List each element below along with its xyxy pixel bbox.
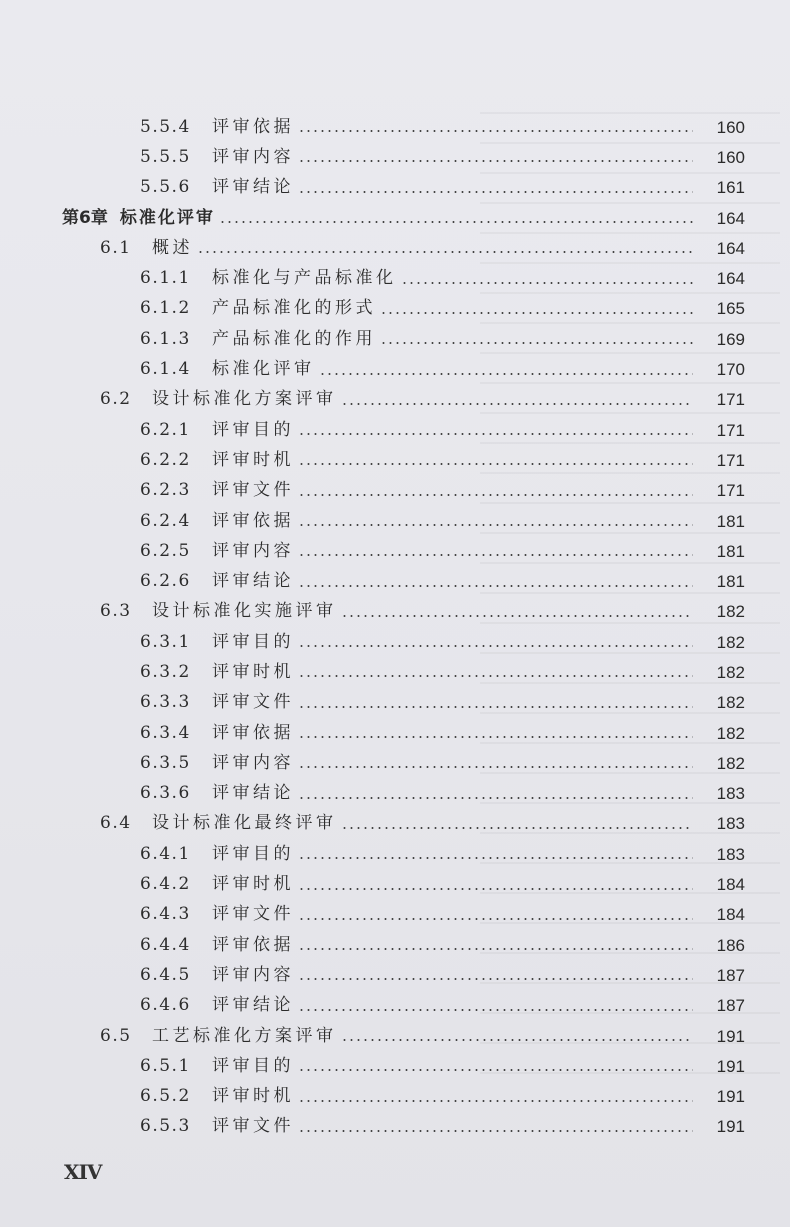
toc-subsection-row [0, 748, 790, 778]
toc-entry-number: 6.2.6 [140, 571, 191, 592]
toc-page-number: 164 [716, 269, 745, 289]
toc-section-row [0, 1021, 790, 1051]
toc-entry-title: 评审依据 [212, 934, 294, 955]
dot-leader [298, 797, 693, 799]
toc-entry-title: 评审内容 [212, 964, 294, 985]
toc-entry-number: 第6章 [62, 207, 108, 228]
toc-entry-number: 6.4.5 [140, 964, 191, 985]
dot-leader [298, 1009, 693, 1011]
toc-entry-title: 评审内容 [212, 540, 294, 561]
toc-page-number: 184 [716, 905, 745, 925]
dot-leader [298, 191, 693, 193]
toc-entry-title: 标准化与产品标准化 [212, 268, 397, 289]
toc-entry-title: 评审时机 [212, 1086, 294, 1107]
toc-subsection-row [0, 476, 790, 506]
dot-leader [298, 1100, 693, 1102]
toc-subsection-row [0, 173, 790, 203]
toc-page-number: 181 [716, 541, 745, 561]
toc-entry-number: 6.4.1 [140, 843, 191, 864]
toc-entry-title: 概述 [152, 237, 193, 258]
toc-subsection-row [0, 1051, 790, 1081]
toc-page-number: 164 [716, 208, 745, 228]
toc-entry-title: 产品标准化的作用 [212, 328, 376, 349]
dot-leader [298, 463, 693, 465]
dot-leader [298, 918, 693, 920]
toc-entry-number: 6.5.3 [140, 1116, 191, 1137]
toc-entry-number: 6.4.2 [140, 874, 191, 895]
dot-leader [341, 827, 694, 829]
toc-page-number: 191 [716, 1117, 745, 1137]
toc-entry-title: 评审结论 [212, 783, 294, 804]
toc-page-number: 182 [716, 602, 745, 622]
toc-subsection-row [0, 415, 790, 445]
toc-entry-number: 6.2.2 [140, 449, 191, 470]
toc-section-row [0, 597, 790, 627]
toc-subsection-row [0, 688, 790, 718]
dot-leader [298, 948, 693, 950]
toc-entry-title: 评审文件 [212, 1116, 294, 1137]
toc-page-number: 191 [716, 1026, 745, 1046]
toc-entry-title: 工艺标准化方案评审 [152, 1025, 337, 1046]
dot-leader [298, 888, 693, 890]
toc-entry-title: 标准化评审 [212, 359, 315, 380]
dot-leader [298, 433, 693, 435]
dot-leader [298, 675, 693, 677]
dot-leader [298, 857, 693, 859]
toc-entry-number: 6.5.2 [140, 1086, 191, 1107]
toc-entry-title: 评审目的 [212, 631, 294, 652]
toc-entry-title: 评审目的 [212, 1055, 294, 1076]
toc-page-number: 170 [716, 360, 745, 380]
toc-entry-title: 产品标准化的形式 [212, 298, 376, 319]
dot-leader [319, 373, 694, 375]
toc-page-number: 183 [716, 814, 745, 834]
toc-page-number: 183 [716, 784, 745, 804]
toc-page-number: 160 [716, 117, 745, 137]
toc-subsection-row [0, 445, 790, 475]
toc-entry-number: 5.5.5 [140, 146, 191, 167]
toc-subsection-row [0, 566, 790, 596]
toc-entry-number: 6.1.4 [140, 359, 191, 380]
toc-page-number: 184 [716, 875, 745, 895]
toc-subsection-row [0, 657, 790, 687]
toc-entry-title: 评审依据 [212, 722, 294, 743]
toc-page-number: 160 [716, 147, 745, 167]
dot-leader [298, 1069, 693, 1071]
toc-entry-number: 5.5.4 [140, 116, 191, 137]
toc-entry-number: 6.1.2 [140, 298, 191, 319]
toc-section-row [0, 809, 790, 839]
toc-page-number: 169 [716, 329, 745, 349]
toc-subsection-row [0, 627, 790, 657]
toc-subsection-row [0, 930, 790, 960]
dot-leader [298, 736, 693, 738]
dot-leader [298, 160, 693, 162]
toc-page-number: 191 [716, 1056, 745, 1076]
dot-leader [298, 978, 693, 980]
toc-page-number: 164 [716, 238, 745, 258]
page-number-footer: XIV [64, 1160, 102, 1184]
toc-entry-number: 6.3.5 [140, 752, 191, 773]
dot-leader [341, 615, 694, 617]
toc-entry-number: 6.4.6 [140, 995, 191, 1016]
toc-subsection-row [0, 779, 790, 809]
toc-subsection-row [0, 142, 790, 172]
toc-chapter-row [0, 203, 790, 233]
toc-entry-number: 6.3.4 [140, 722, 191, 743]
toc-entry-number: 6.1.3 [140, 328, 191, 349]
toc-section-row [0, 233, 790, 263]
toc-page-number: 187 [716, 965, 745, 985]
toc-entry-number: 6.2.5 [140, 540, 191, 561]
toc-page-number: 182 [716, 632, 745, 652]
toc-entry-number: 6.3.6 [140, 783, 191, 804]
toc-entry-number: 6.4.3 [140, 904, 191, 925]
toc-entry-title: 评审文件 [212, 692, 294, 713]
toc-entry-number: 6.1 [100, 237, 132, 258]
toc-entry-title: 设计标准化方案评审 [152, 389, 337, 410]
toc-entry-number: 6.3.1 [140, 631, 191, 652]
toc-page-number: 182 [716, 753, 745, 773]
dot-leader [341, 403, 694, 405]
toc-entry-title: 评审时机 [212, 874, 294, 895]
toc-entry-title: 评审目的 [212, 843, 294, 864]
toc-subsection-row [0, 991, 790, 1021]
toc-subsection-row [0, 263, 790, 293]
toc-entry-title: 评审依据 [212, 116, 294, 137]
toc-entry-number: 6.3 [100, 601, 132, 622]
toc-entry-number: 6.3.3 [140, 692, 191, 713]
toc-section-row [0, 385, 790, 415]
toc-subsection-row [0, 718, 790, 748]
toc-entry-title: 评审依据 [212, 510, 294, 531]
toc-entry-title: 评审目的 [212, 419, 294, 440]
dot-leader [298, 645, 693, 647]
toc-entry-number: 6.2.4 [140, 510, 191, 531]
toc-entry-number: 6.4 [100, 813, 132, 834]
toc-page-number: 182 [716, 662, 745, 682]
toc-entry-title: 评审结论 [212, 571, 294, 592]
toc-page-number: 182 [716, 723, 745, 743]
toc-entry-title: 评审文件 [212, 480, 294, 501]
toc-entry-title: 评审结论 [212, 995, 294, 1016]
toc-page-number: 182 [716, 693, 745, 713]
dot-leader [380, 312, 693, 314]
toc-entry-title: 评审结论 [212, 177, 294, 198]
toc-entry-number: 6.2.3 [140, 480, 191, 501]
toc-page-number: 171 [716, 390, 745, 410]
table-of-contents [0, 112, 790, 1142]
toc-entry-number: 6.5.1 [140, 1055, 191, 1076]
toc-entry-number: 6.1.1 [140, 268, 191, 289]
toc-entry-title: 评审内容 [212, 146, 294, 167]
toc-subsection-row [0, 960, 790, 990]
toc-entry-number: 6.3.2 [140, 661, 191, 682]
toc-entry-number: 5.5.6 [140, 177, 191, 198]
toc-subsection-row [0, 1082, 790, 1112]
dot-leader [298, 1130, 693, 1132]
toc-subsection-row [0, 1112, 790, 1142]
toc-page-number: 183 [716, 844, 745, 864]
dot-leader [197, 251, 693, 253]
dot-leader [380, 342, 693, 344]
dot-leader [401, 282, 694, 284]
toc-entry-title: 标准化评审 [119, 207, 215, 228]
toc-subsection-row [0, 900, 790, 930]
toc-subsection-row [0, 294, 790, 324]
toc-entry-number: 6.2 [100, 389, 132, 410]
dot-leader [298, 766, 693, 768]
toc-entry-title: 评审时机 [212, 449, 294, 470]
toc-subsection-row [0, 324, 790, 354]
toc-subsection-row [0, 869, 790, 899]
dot-leader [298, 585, 693, 587]
toc-subsection-row [0, 506, 790, 536]
toc-page-number: 165 [716, 299, 745, 319]
dot-leader [298, 706, 693, 708]
toc-entry-title: 设计标准化最终评审 [152, 813, 337, 834]
dot-leader [298, 494, 693, 496]
toc-page-number: 186 [716, 935, 745, 955]
toc-subsection-row [0, 354, 790, 384]
toc-page-number: 187 [716, 996, 745, 1016]
toc-page-number: 191 [716, 1087, 745, 1107]
toc-subsection-row [0, 112, 790, 142]
toc-entry-title: 评审时机 [212, 661, 294, 682]
dot-leader [219, 221, 693, 223]
toc-entry-number: 6.2.1 [140, 419, 191, 440]
toc-entry-number: 6.5 [100, 1025, 132, 1046]
toc-page-number: 161 [716, 178, 745, 198]
toc-subsection-row [0, 839, 790, 869]
toc-entry-title: 设计标准化实施评审 [152, 601, 337, 622]
toc-page-number: 181 [716, 511, 745, 531]
toc-page-number: 171 [716, 481, 745, 501]
toc-page-number: 171 [716, 420, 745, 440]
dot-leader [298, 130, 693, 132]
toc-page-number: 181 [716, 572, 745, 592]
dot-leader [341, 1039, 694, 1041]
toc-entry-number: 6.4.4 [140, 934, 191, 955]
toc-subsection-row [0, 536, 790, 566]
toc-entry-title: 评审内容 [212, 752, 294, 773]
dot-leader [298, 554, 693, 556]
toc-page-number: 171 [716, 450, 745, 470]
dot-leader [298, 524, 693, 526]
toc-entry-title: 评审文件 [212, 904, 294, 925]
